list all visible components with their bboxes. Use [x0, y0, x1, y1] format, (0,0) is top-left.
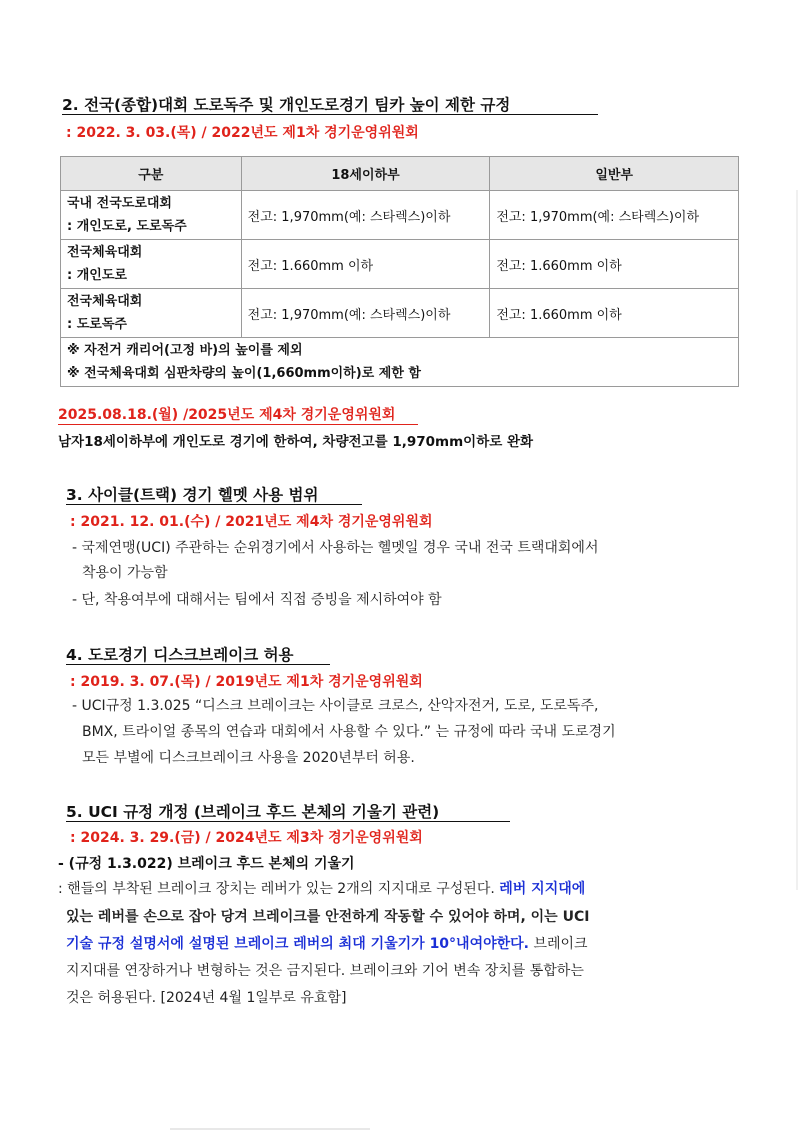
- table-note-2: ※ 전국체육대회 심판차량의 높이(1,660mm이하)로 제한 함: [67, 366, 421, 381]
- para-plain-text: 브레이크: [529, 936, 588, 952]
- category-line-1: 전국체육대회: [67, 294, 143, 309]
- section-2-update-text: 남자18세이하부에 개인도로 경기에 한하여, 차량전고를 1,970mm이하로 완화: [58, 434, 534, 450]
- category-line-2: : 도로독주: [67, 317, 127, 332]
- section-5-date: : 2024. 3. 29.(금) / 2024년도 제3차 경기운영위원회: [70, 830, 423, 846]
- table-note-1: ※ 자전거 캐리어(고정 바)의 높이를 제외: [67, 343, 303, 358]
- section-3-bullet-2: - 단, 착용여부에 대해서는 팀에서 직접 증빙을 제시하여야 함: [72, 592, 442, 608]
- section-4-line-2: BMX, 트라이얼 종목의 연습과 대회에서 사용할 수 있다.” 는 규정에 따라 국내 도로경기: [82, 724, 616, 740]
- section-5-subtitle: - (규정 1.3.022) 브레이크 후드 본체의 기울기: [58, 856, 355, 872]
- section-3-bullet-1: - 국제연맹(UCI) 주관하는 순위경기에서 사용하는 헬멧일 경우 국내 전국 트랙대회에서: [72, 540, 599, 556]
- table-cell-category: [61, 240, 242, 289]
- team-car-height-table: [60, 156, 739, 387]
- section-2-update-date: 2025.08.18.(월) /2025년도 제4차 경기운영위원회: [58, 407, 396, 423]
- table-cell-youth: 전고: 1.660mm 이하: [241, 240, 490, 289]
- table-cell-general: 전고: 1.660mm 이하: [490, 240, 739, 289]
- edge-shadow: [796, 190, 798, 890]
- table-row: [61, 240, 739, 289]
- para-blue-text: 기술 규정 설명서에 설명된 브레이크 레버의 최대 기울기가 10°내여야한다.: [66, 936, 529, 952]
- table-cell-general: 전고: 1.660mm 이하: [490, 289, 739, 338]
- table-row: [61, 289, 739, 338]
- section-2-title-underline: [62, 114, 598, 115]
- section-3-title: 3. 사이클(트랙) 경기 헬멧 사용 범위: [66, 486, 319, 504]
- category-line-2: : 개인도로: [67, 268, 127, 283]
- table-note-row: [61, 338, 739, 387]
- table-cell-youth: 전고: 1,970mm(예: 스타렉스)이하: [241, 289, 490, 338]
- section-4-title-underline: [66, 664, 330, 665]
- section-4-line-3: 모든 부별에 디스크브레이크 사용을 2020년부터 허용.: [82, 750, 415, 766]
- table-header-general: 일반부: [490, 157, 739, 191]
- section-3-title-underline: [66, 504, 362, 505]
- section-5-para-line-1: [58, 876, 585, 903]
- table-cell-youth: 전고: 1,970mm(예: 스타렉스)이하: [241, 191, 490, 240]
- section-5-para-line-5: 것은 허용된다. [2024년 4월 1일부로 유효함]: [66, 990, 347, 1006]
- table-note-cell: [61, 338, 739, 387]
- table-cell-category: [61, 289, 242, 338]
- section-5-title-underline: [66, 821, 510, 822]
- section-5-para-line-4: 지지대를 연장하거나 변형하는 것은 금지된다. 브레이크와 기어 변속 장치를 통합하는: [66, 963, 584, 979]
- section-2-title: 2. 전국(종합)대회 도로독주 및 개인도로경기 팀카 높이 제한 규정: [62, 96, 511, 114]
- section-5-para-line-2: 있는 레버를 손으로 잡아 당겨 브레이크를 안전하게 작동할 수 있어야 하며, 이는 UCI: [66, 909, 590, 925]
- para-blue-text: 레버 지지대에: [499, 881, 586, 897]
- category-line-1: 전국체육대회: [67, 245, 143, 260]
- section-3-date: : 2021. 12. 01.(수) / 2021년도 제4차 경기운영위원회: [70, 514, 433, 530]
- table-header-youth: 18세이하부: [241, 157, 490, 191]
- section-5-para-line-3: [66, 931, 588, 958]
- section-4-line-1: - UCI규정 1.3.025 “디스크 브레이크는 사이클로 크로스, 산악자전거, 도로, 도로독주,: [72, 698, 599, 714]
- category-line-2: : 개인도로, 도로독주: [67, 219, 187, 234]
- section-2-date: : 2022. 3. 03.(목) / 2022년도 제1차 경기운영위원회: [66, 125, 419, 141]
- table-row: [61, 191, 739, 240]
- category-line-1: 국내 전국도로대회: [67, 196, 172, 211]
- table-header-row: [61, 157, 739, 191]
- table-cell-category: [61, 191, 242, 240]
- table-header-category: 구분: [61, 157, 242, 191]
- section-4-title: 4. 도로경기 디스크브레이크 허용: [66, 646, 294, 664]
- table-cell-general: 전고: 1,970mm(예: 스타렉스)이하: [490, 191, 739, 240]
- section-4-date: : 2019. 3. 07.(목) / 2019년도 제1차 경기운영위원회: [70, 674, 423, 690]
- para-plain-text: : 핸들의 부착된 브레이크 장치는 레버가 있는 2개의 지지대로 구성된다.: [58, 881, 500, 897]
- bleed-through-mark: [170, 1128, 370, 1130]
- section-3-bullet-1-cont: 착용이 가능함: [82, 565, 168, 581]
- section-2-update-underline: [58, 424, 418, 425]
- section-5-title: 5. UCI 규정 개정 (브레이크 후드 본체의 기울기 관련): [66, 803, 440, 821]
